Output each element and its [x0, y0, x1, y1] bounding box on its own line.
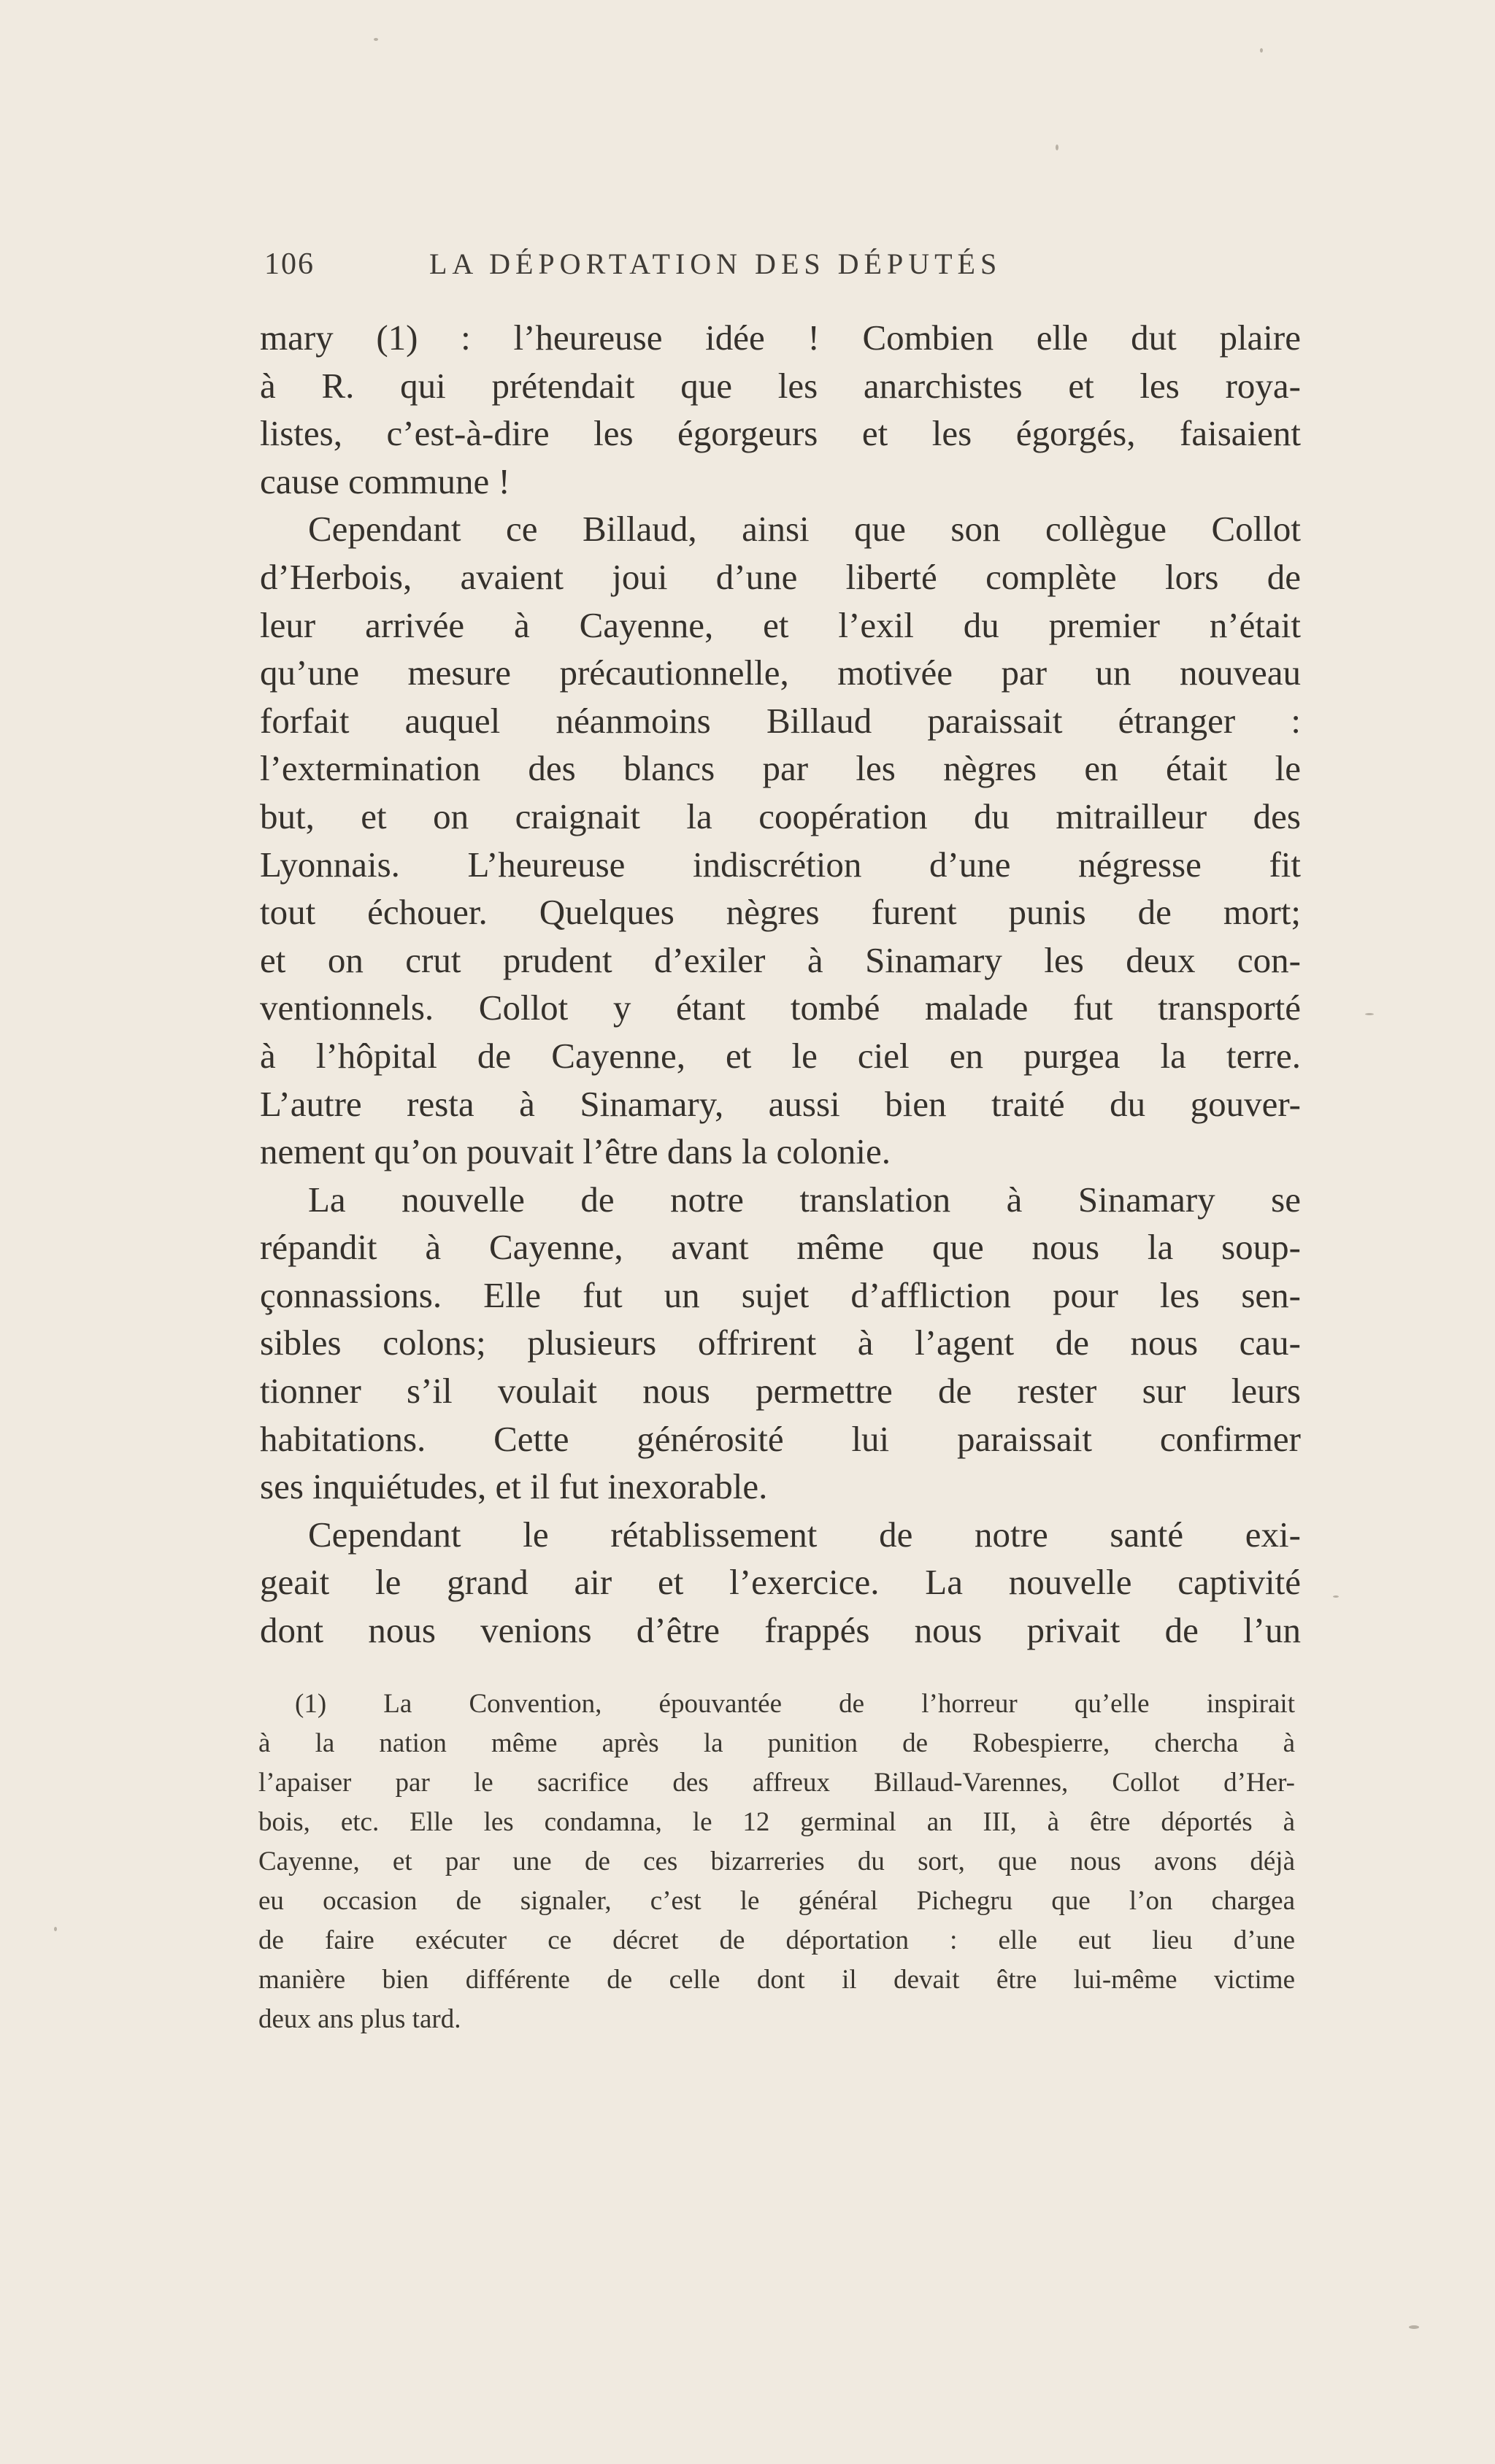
footnote-line: à la nation même après la punition de Robespierre, chercha à: [258, 1728, 1295, 1758]
footnote-line: bois, etc. Elle les condamna, le 12 germinal an III, à être déportés à: [258, 1807, 1295, 1837]
text-line: tionner s’il voulait nous permettre de rester sur leurs: [260, 1371, 1301, 1412]
text-line: et on crut prudent d’exiler à Sinamary les deux con-: [260, 939, 1301, 980]
text-line: listes, c’est-à-dire les égorgeurs et les égorgés, faisaient: [260, 413, 1301, 454]
text-line: Cependant le rétablissement de notre santé exi-: [308, 1514, 1301, 1555]
paper-speck: [1056, 145, 1058, 150]
text-line: La nouvelle de notre translation à Sinamary se: [308, 1179, 1301, 1220]
paper-speck: [1333, 1595, 1339, 1598]
footnote-line: manière bien différente de celle dont il devait être lui-même victime: [258, 1965, 1295, 1995]
text-line: geait le grand air et l’exercice. La nouvelle captivité: [260, 1562, 1301, 1603]
text-line: d’Herbois, avaient joui d’une liberté complète lors de: [260, 556, 1301, 597]
text-line: ses inquiétudes, et il fut inexorable.: [260, 1466, 768, 1507]
text-line: ventionnels. Collot y étant tombé malade fut transporté: [260, 987, 1301, 1028]
footnote-line: eu occasion de signaler, c’est le général Pichegru que l’on chargea: [258, 1886, 1295, 1916]
footnote-line: deux ans plus tard.: [258, 2004, 461, 2034]
page-header: [257, 247, 1294, 290]
text-line: à l’hôpital de Cayenne, et le ciel en purgea la terre.: [260, 1035, 1301, 1076]
text-line: forfait auquel néanmoins Billaud paraissait étranger :: [260, 700, 1301, 741]
text-line: Lyonnais. L’heureuse indiscrétion d’une négresse fit: [260, 844, 1301, 885]
running-title: LA DÉPORTATION DES DÉPUTÉS: [429, 247, 1002, 280]
text-line: habitations. Cette générosité lui paraissait confirmer: [260, 1418, 1301, 1459]
footnote-line: Cayenne, et par une de ces bizarreries du sort, que nous avons déjà: [258, 1847, 1295, 1876]
text-line: mary (1) : l’heureuse idée ! Combien elle dut plaire: [260, 317, 1301, 358]
paper-speck: [374, 38, 378, 41]
text-line: nement qu’on pouvait l’être dans la colonie.: [260, 1131, 891, 1172]
paper-speck: [1409, 2325, 1419, 2329]
text-line: l’extermination des blancs par les nègres en était le: [260, 748, 1301, 789]
footnote-line: l’apaiser par le sacrifice des affreux Billaud-Varennes, Collot d’Her-: [258, 1768, 1295, 1798]
paper-speck: [1365, 1013, 1374, 1015]
text-line: dont nous venions d’être frappés nous privait de l’un: [260, 1610, 1301, 1651]
text-line: sibles colons; plusieurs offrirent à l’agent de nous cau-: [260, 1323, 1301, 1363]
main-text: [260, 314, 1301, 1655]
text-line: qu’une mesure précautionnelle, motivée par un nouveau: [260, 652, 1301, 693]
paper-speck: [54, 1927, 57, 1931]
text-line: L’autre resta à Sinamary, aussi bien traité du gouver-: [260, 1083, 1301, 1124]
text-line: cause commune !: [260, 461, 510, 501]
footnote-line: de faire exécuter ce décret de déportation : elle eut lieu d’une: [258, 1925, 1295, 1955]
text-line: à R. qui prétendait que les anarchistes et les roya-: [260, 365, 1301, 406]
text-line: Cependant ce Billaud, ainsi que son collègue Collot: [308, 509, 1301, 550]
page-number: 106: [264, 247, 315, 281]
text-line: çonnassions. Elle fut un sujet d’affliction pour les sen-: [260, 1274, 1301, 1315]
text-line: tout échouer. Quelques nègres furent punis de mort;: [260, 892, 1301, 933]
text-line: but, et on craignait la coopération du mitrailleur des: [260, 796, 1301, 836]
footnote: [258, 1685, 1295, 2039]
paper-speck: [1260, 48, 1263, 53]
text-line: leur arrivée à Cayenne, et l’exil du premier n’était: [260, 604, 1301, 645]
text-line: répandit à Cayenne, avant même que nous la soup-: [260, 1227, 1301, 1268]
footnote-line: (1) La Convention, épouvantée de l’horreur qu’elle inspirait: [295, 1689, 1295, 1719]
